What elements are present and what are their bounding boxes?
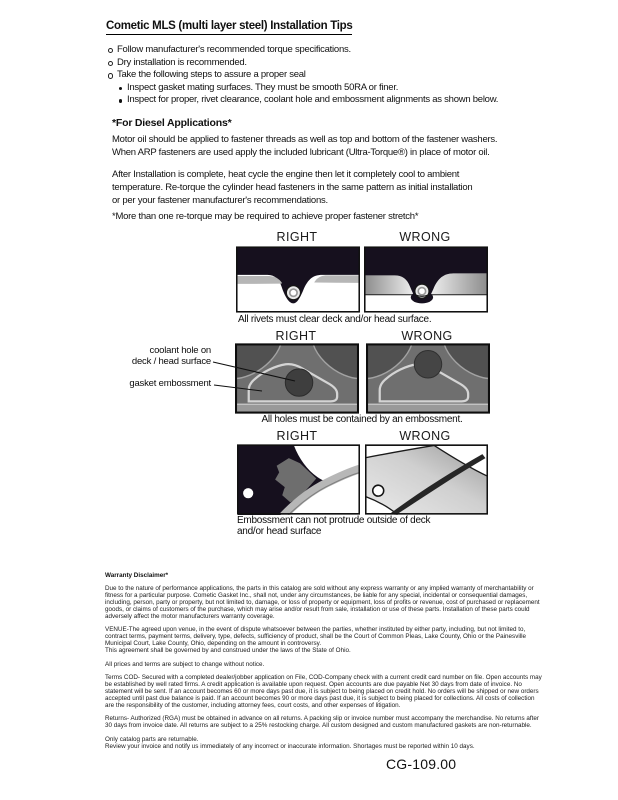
embossment-right-illustration (235, 343, 359, 414)
returns-paragraph: Returns- Authorized (RGA) must be obtained in advance on all returns. A packing slip or invoice number must accompany the merchandise. No returns after 30 days from invoice date. All returns are subject to a 25% restocking charge. All custom designed and custom manufactured gaskets are non-returnable. (105, 715, 540, 730)
warranty-disclaimer-heading: Warranty Disclaimer* (105, 572, 169, 579)
tip-item: Dry installation is recommended. (108, 57, 578, 70)
rivet-right-illustration (236, 246, 360, 313)
row3-caption: Embossment can not protrude outside of deck and/or head surface (237, 515, 431, 537)
page-title: Cometic MLS (multi layer steel) Installation Tips (106, 20, 352, 35)
row3-right-label: RIGHT (276, 429, 318, 443)
gasket-embossment-annotation: gasket embossment (129, 378, 211, 389)
rivet-right-diagram (236, 246, 360, 313)
venue-paragraph: VENUE-The agreed upon venue, in the event of dispute whatsoever between the parties, whether instituted by either party, including, but not limited to, contract terms, payment terms, delivery, type, defects, sufficiency of product, shall be the Court of Common Pleas, Lake County, Ohio or the Painesville Municipal Court, Lake County, Ohio, depending on the amount in controversy. This agreement shall be governed by and construed under the laws of the State of Ohio. (105, 626, 527, 655)
protrusion-wrong-illustration (365, 444, 488, 515)
legal-block (105, 572, 610, 757)
row3-wrong-label: WRONG (399, 429, 451, 443)
tip-subitem: Inspect for proper, rivet clearance, coolant hole and embossment alignments as shown below. (119, 94, 578, 107)
prices-paragraph: All prices and terms are subject to change without notice. (105, 660, 265, 668)
rivet-wrong-diagram (364, 246, 488, 313)
protrusion-wrong-diagram (365, 444, 488, 515)
diesel-paragraph-2: After Installation is complete, heat cycle the engine then let it completely cool to ambient temperature. Re-torque the cylinder head fasteners in the same pattern as initial installation or per your fastener manufacturer's recommendations. (112, 169, 473, 206)
diesel-applications-heading: *For Diesel Applications* (112, 117, 232, 129)
installation-tips-list (108, 44, 578, 107)
row2-wrong-label: WRONG (401, 329, 453, 343)
protrusion-right-diagram (237, 444, 360, 515)
protrusion-right-illustration (237, 444, 360, 515)
embossment-wrong-diagram (366, 343, 490, 414)
row1-right-label: RIGHT (276, 230, 318, 244)
embossment-right-diagram (235, 343, 359, 414)
row1-wrong-label: WRONG (399, 230, 451, 244)
row2-caption: All holes must be contained by an embossment. (261, 414, 463, 425)
tip-item: Take the following steps to assure a proper seal (108, 69, 578, 82)
embossment-wrong-illustration (366, 343, 490, 414)
row1-caption: All rivets must clear deck and/or head surface. (238, 314, 432, 325)
catalog-parts-paragraph: Only catalog parts are returnable. Review your invoice and notify us immediately of any incorrect or inaccurate information. Shortages must be reported within 10 days. (105, 735, 475, 750)
bolt-hole-icon (373, 485, 384, 496)
row2-right-label: RIGHT (275, 329, 317, 343)
bolt-hole-icon (243, 488, 253, 498)
coolant-hole-icon (285, 369, 312, 396)
terms-paragraph: Terms COD- Secured with a completed dealer/jobber application on File, COD-Company check with a current credit card number on file. Open accounts may be established by well rated firms. A credit application is available upon request. Open accounts are due payable Net 30 days from date of invoice. No statement will be sent. If an account becomes 60 or more days past due, it is subject to being placed on credit hold. No orders will be shipped or new orders accepted until past due balance is paid. If an account becomes 90 or more days past due, it is subject to being placed for collections. All costs of collection are the responsibility of the customer, including attorney fees, court costs, and other expenses of litigation. (105, 674, 542, 709)
warranty-paragraph: Due to the nature of performance applications, the parts in this catalog are sold without any express warranty or any implied warranty of merchantability or fitness for a particular purpose. Cometic Gasket Inc., shall not, under any circumstances, be liable for any special, incidental or consequential damages, including, person, party or property, but not limited to, damage, or loss of property or equipment, loss of profits or revenue, cost of purchased or replacement goods, or claims of customers of the purchase, which may arise and/or result from sale, installation or use of these parts. Installation of these parts could adversely affect the motor manufacturers warranty coverage. (105, 585, 540, 620)
tip-item: Follow manufacturer's recommended torque specifications. (108, 44, 578, 57)
tip-subitem: Inspect gasket mating surfaces. They must be smooth 50RA or finer. (119, 82, 578, 95)
coolant-hole-icon (414, 351, 441, 378)
diesel-paragraph-1: Motor oil should be applied to fastener threads as well as top and bottom of the fastener washers. When ARP fasteners are used apply the included lubricant (Ultra-Torque®) in place of motor oil. (112, 134, 498, 158)
rivet-wrong-illustration (364, 246, 488, 313)
coolant-hole-annotation: coolant hole on deck / head surface (131, 345, 211, 367)
page-code: CG-109.00 (386, 756, 457, 772)
retorque-note: *More than one re-torque may be required to achieve proper fastener stretch* (112, 211, 419, 222)
